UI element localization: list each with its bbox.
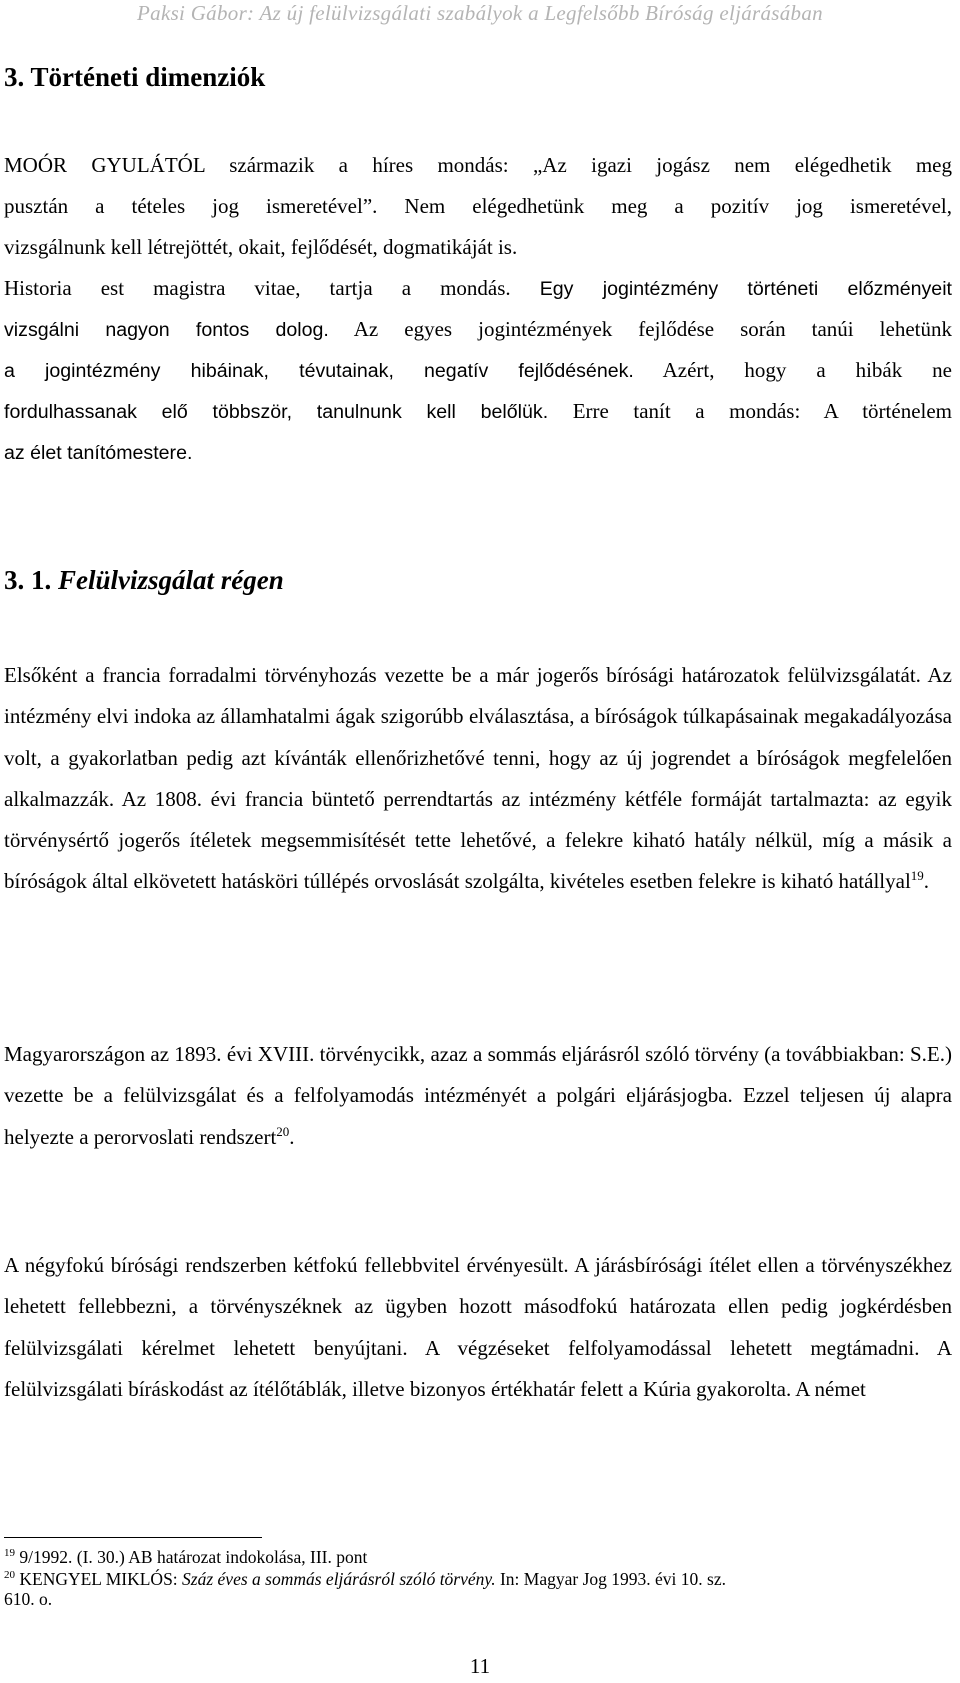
footnote-19-number: 19: [4, 1547, 15, 1560]
paragraph-2-line-1: [4, 268, 952, 310]
footnote-20-number: 20: [4, 1569, 15, 1582]
subsection-number: 3. 1.: [4, 565, 52, 595]
paragraph-4-end: .: [289, 1124, 295, 1149]
paragraph-2-line-2: [4, 309, 952, 351]
page-number: 11: [469, 1654, 491, 1678]
paragraph-2-sans-text-3: a jogintézmény hibáinak, tévutainak, negatív fejlődésének.: [4, 360, 634, 382]
paragraph-1-line-1: MOÓR GYULÁTÓL származik a híres mondás: „Az igazi jogász nem elégedhetik meg: [4, 153, 952, 177]
footnote-20-author: KENGYEL MIKLÓS:: [19, 1569, 183, 1589]
footnote-ref-19[interactable]: 19: [910, 868, 924, 884]
paragraph-4: [4, 1034, 952, 1158]
footnote-19-text: 9/1992. (I. 30.) AB határozat indokolása, III. pont: [19, 1547, 368, 1567]
paragraph-2-sans-text-5: az élet tanítómestere.: [4, 442, 193, 464]
paragraph-1-line-3: vizsgálnunk kell létrejöttét, okait, fejlődését, dogmatikáját is.: [4, 235, 518, 259]
running-header: Paksi Gábor: Az új felülvizsgálati szabályok a Legfelsőbb Bíróság eljárásában: [137, 1, 823, 25]
paragraph-2-serif-text-3: Azért, hogy a hibák ne: [662, 358, 952, 382]
paragraph-1-line-2: pusztán a tételes jog ismeretével”. Nem elégedhetünk meg a pozitív jog ismeretével,: [4, 194, 952, 218]
footnote-19: [4, 1547, 952, 1567]
footnote-20: [4, 1569, 952, 1609]
paragraph-3-text: Elsőként a francia forradalmi törvényhozás vezette be a már jogerős bírósági határozatok felülvizsgálatát. Az intézmény elvi indoka az államhatalmi ágak szigorúbb elválasztása, a bíróságok túlkapásainak megakadályozása volt, a gyakorlatban pedig azt kívánták ellenőrizhetővé tenni, hogy az új jogrendet a bíróságok megfelelően alkalmazzák. Az 1808. évi francia büntető perrendtartás az intézmény kétféle formáját tartalmazta: az egyik törvénysértő jogerős ítéletek megsemmisítését tette lehetővé, a felekre kiható hatály nélkül, míg a másik a bíróságok által elkövetett hatásköri túllépés orvoslását szolgálta, kivételes esetben felekre is kiható hatállyal: [4, 663, 952, 894]
paragraph-2-line-3: [4, 350, 952, 392]
section-heading: 3. Történeti dimenziók: [4, 62, 266, 92]
paragraph-3-end: .: [923, 869, 930, 894]
footnote-20-line2: 610. o.: [4, 1589, 53, 1609]
subsection-heading: [4, 565, 284, 596]
paragraph-3: [4, 655, 952, 903]
footnote-20-rest: In: Magyar Jog 1993. évi 10. sz.: [495, 1569, 726, 1589]
subsection-title: Felülvizsgálat régen: [58, 565, 284, 595]
paragraph-2-serif-text-2: Az egyes jogintézmények fejlődése során tanúi lehetünk: [353, 317, 952, 341]
footnote-20-title: Száz éves a sommás eljárásról szóló törvény.: [182, 1569, 496, 1589]
paragraph-4-text: Magyarországon az 1893. évi XVIII. törvénycikk, azaz a sommás eljárásról szóló törvény (a továbbiakban: S.E.) vezette be a felülvizsgálat és a felfolyamodás intézményét a polgári eljárásjogba. Ezzel teljesen új alapra helyezte a perorvoslati rendszert: [4, 1042, 952, 1149]
paragraph-2-serif-text: Historia est magistra vitae, tartja a mondás.: [4, 276, 511, 300]
paragraph-5: A négyfokú bírósági rendszerben kétfokú fellebbvitel érvényesült. A járásbírósági ítélet ellen a törvényszékhez lehetett fellebbezni, a törvényszéknek az ügyben hozott másodfokú határozata ellen pedig jogkérdésben felülvizsgálati kérelmet lehetett benyújtani. A végzéseket felfolyamodással lehetett megtámadni. A felülvizsgálati bíráskodást az ítélőtáblák, illetve bizonyos értékhatár felett a Kúria gyakorolta. A német: [4, 1253, 952, 1401]
paragraph-2-line-5: [4, 432, 952, 474]
paragraph-2-sans-text-2: vizsgálni nagyon fontos dolog.: [4, 319, 329, 341]
paragraph-2-serif-text-4: Erre tanít a mondás: A történelem: [572, 399, 952, 423]
footnote-ref-20[interactable]: 20: [276, 1123, 290, 1139]
footnote-separator: [4, 1537, 262, 1538]
paragraph-2-sans-text-1: Egy jogintézmény történeti előzményeit: [539, 278, 952, 300]
paragraph-2-line-4: [4, 391, 952, 433]
paragraph-2-sans-text-4: fordulhassanak elő többször, tanulnunk kell belőlük.: [4, 401, 549, 423]
